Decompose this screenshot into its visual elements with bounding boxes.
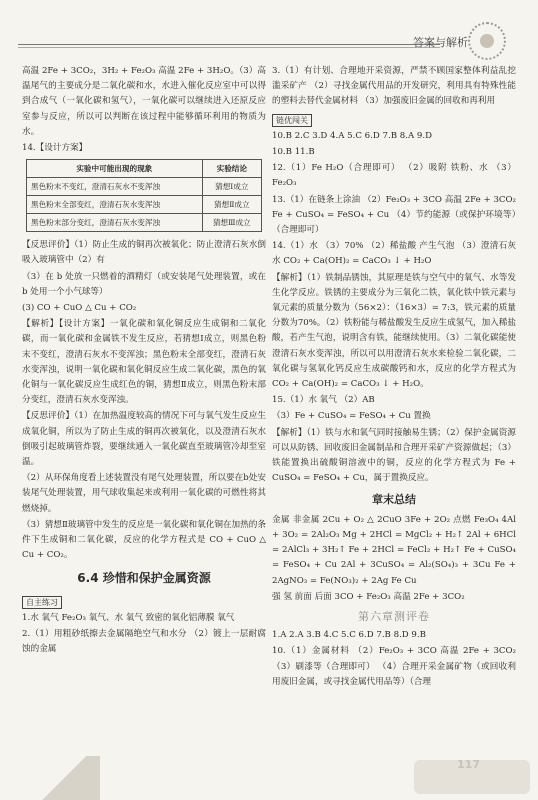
table-header-cell: 实验中可能出现的现象 <box>27 160 203 178</box>
left-column <box>22 64 266 659</box>
right-paragraph: （3）Fe + CuSO₄ = FeSO₄ + Cu 置换 <box>272 411 431 422</box>
right-paragraph: 金属 非金属 2Cu + O₂ △ 2CuO 3Fe + 2O₂ 点燃 Fe₃O₄ 4Al + 3O₂ = 2Al₂O₃ Mg + 2HCl = MgCl₂ + H₂↑ 2Al + 6HCl = 2AlCl₃ + 3H₂↑ Fe + 2HCl = FeCl₂ + H₂↑ Fe + CuSO₄ = FeSO₄ + Cu 2Al + 3CuSO₄ = Al₂(SO₄)₃ + 3Cu Fe + 2AgNO₃ = Fe(NO₃)₂ + 2Ag Fe Cu <box>272 514 516 586</box>
right-paragraph: 10.B 11.B <box>272 147 315 158</box>
left-paragraph: 【反思评价】（1）防止生成的铜再次被氧化；防止澄清石灰水倒吸入玻璃管中（2）有 <box>22 240 266 266</box>
left-paragraph: 【解析】【设计方案】一氧化碳和氧化铜反应生成铜和二氧化碳，而一氧化碳和金属铁不发生反应，若猜想Ⅰ成立，则黑色粉末不变红，澄清石灰水不变浑浊；黑色粉末全部变红，澄清石灰水变浑浊，说明一氧化碳和氧化铜反应生成二氧化碳，黑色的氧化铜与一氧化碳反应生成红色的铜，猜想Ⅱ成立，则黑色粉末部分变红，澄清石灰水变浑浊。 <box>22 319 266 406</box>
right-paragraph: 10.B 2.C 3.D 4.A 5.C 6.D 7.B 8.A 9.D <box>272 130 432 141</box>
right-paragraph: 【解析】（1）铁与水和氧气同时接触易生锈；（2）保护金属资源可以从防锈、回收废旧金属制品和合理开采矿产资源做起；（3）铁能置换出硫酸铜溶液中的铜，反应的化学方程式为 Fe + CuSO₄ = FeSO₄ + Cu，属于置换反应。 <box>272 427 516 484</box>
table-row <box>27 178 262 196</box>
table-row <box>27 214 262 232</box>
test-title: 第六章测评卷 <box>358 609 430 623</box>
right-paragraph: 1.A 2.A 3.B 4.C 5.C 6.D 7.B 8.D 9.B <box>272 630 426 641</box>
right-paragraph: 15.（1）水 氧气 （2）AB <box>272 395 375 406</box>
header-emblem-icon <box>468 22 506 60</box>
right-paragraph: 强 氢 前面 后面 3CO + Fe₂O₃ 高温 2Fe + 3CO₂ <box>272 591 465 602</box>
left-paragraph: (3) CO + CuO △ Cu + CO₂ <box>22 303 137 314</box>
watermark-logo <box>414 760 530 794</box>
table-cell: 黑色粉末不变红，澄清石灰水不变浑浊 <box>27 178 203 196</box>
left-paragraph: 2.（1）用粗砂纸擦去金属隔绝空气和水分 （2）镀上一层耐腐蚀的金属 <box>22 629 266 655</box>
left-paragraph: 1.水 氧气 Fe₂O₃ 氧气、水 氧气 致密的氧化铝薄膜 氧气 <box>22 612 235 623</box>
header-rule <box>18 44 440 48</box>
right-paragraph: 12.（1）Fe H₂O（合理即可） （2）吸附 铁粉、水 （3）Fe₂O₃ <box>272 163 516 189</box>
table-cell: 黑色粉末部分变红，澄清石灰水变浑浊 <box>27 214 203 232</box>
page-corner-shadow <box>0 756 100 800</box>
page-header <box>18 18 520 62</box>
section-title: 6.4 珍惜和保护金属资源 <box>77 571 211 586</box>
left-paragraph: （3）在 b 处放一只燃着的酒精灯（或安装尾气处理装置，或在 b 处用一个小气球等） <box>22 271 266 297</box>
table-cell: 猜想Ⅱ成立 <box>202 196 261 214</box>
experiment-table <box>26 159 262 232</box>
right-paragraph: 3.（1）有计划、合理地开采资源，严禁不顾国家整体利益乱挖滥采矿产 （2）寻找金属代用品的开发研究，利用具有特殊性能的塑料去替代金属材料 （3）加强废旧金属的回收和再利用 <box>272 66 516 107</box>
right-column <box>272 64 516 691</box>
table-row <box>27 196 262 214</box>
right-paragraph: 【解析】（1）铁制品锈蚀，其原理是铁与空气中的氧气、水等发生化学反应。铁锈的主要成分为三氧化二铁，氧化铁中铁元素与氧元素的质量分数为（56×2）：（16×3）= 7:3，铁元素的质量分数为70%。（2）铁粉能与稀盐酸发生反应生成氢气，加入稀盐酸，若产生气泡，说明含有铁，能继续使用。（3）二氧化碳能使澄清石灰水变浑浊，所以可以用澄清石灰水来检验二氧化碳，二氧化碳与氢氧化钙反应生成碳酸钙和水，反应的化学方程式为 CO₂ + Ca(OH)₂ = CaCO₃ ↓ + H₂O。 <box>272 272 516 390</box>
table-cell: 猜想Ⅰ成立 <box>202 178 261 196</box>
table-cell: 黑色粉末全部变红，澄清石灰水变浑浊 <box>27 196 203 214</box>
left-paragraph: 高温 2Fe + 3CO₂，3H₂ + Fe₂O₃ 高温 2Fe + 3H₂O。（3）高温尾气的主要成分是二氧化碳和水，水进入催化反应室中可以得到合成气（一氧化碳和氢气），一氧化碳可以继续进入还原反应室参与反应，所以可以判断在该过程中能够循环利用的物质为水。 <box>22 66 266 137</box>
right-paragraph: 13.（1）在链条上涂油 （2）Fe₂O₃ + 3CO 高温 2Fe + 3CO₂ Fe + CuSO₄ = FeSO₄ + Cu （4）节约能源（或保护环境等）（合理即可） <box>272 194 516 236</box>
table-header-row <box>27 160 262 178</box>
left-paragraph: （2）从环保角度看上述装置没有尾气处理装置，所以要在b处安装尾气处理装置，用气球收集起来或利用一氧化碳的可燃性将其燃烧掉。 <box>22 473 266 514</box>
subsection-label: 自主练习 <box>22 596 62 609</box>
left-paragraph: 14.【设计方案】 <box>22 143 88 154</box>
left-paragraph: 【反思评价】（1）在加热温度较高的情况下可与氧气发生反应生成氧化铜，所以为了防止生成的铜再次被氧化，以及澄清石灰水倒吸引起玻璃管炸裂，要继续通入一氧化碳直至玻璃管冷却至室温。 <box>22 411 266 468</box>
chapter-summary-title: 章末总结 <box>372 493 416 507</box>
table-header-cell: 实验结论 <box>202 160 261 178</box>
right-paragraph: 10.（1）金属材料 （2）Fe₂O₃ + 3CO 高温 2Fe + 3CO₂ （3）刷漆等（合理即可） （4）合理开采金属矿物（或回收利用废旧金属，或寻找金属代用品等）（合理 <box>272 646 516 687</box>
header-title: 答案与解析 <box>413 36 468 49</box>
subsection-label: 链优闯关 <box>272 114 312 127</box>
left-paragraph: （3）猜想Ⅱ玻璃管中发生的反应是一氧化碳和氧化铜在加热的条件下生成铜和二氧化碳，反应的化学方程式是 CO + CuO △ Cu + CO₂。 <box>22 519 266 561</box>
table-cell: 猜想Ⅲ成立 <box>202 214 261 232</box>
right-paragraph: 14.（1）水 （3）70% （2）稀盐酸 产生气泡 （3）澄清石灰水 CO₂ + Ca(OH)₂ = CaCO₃ ↓ + H₂O <box>272 241 516 267</box>
